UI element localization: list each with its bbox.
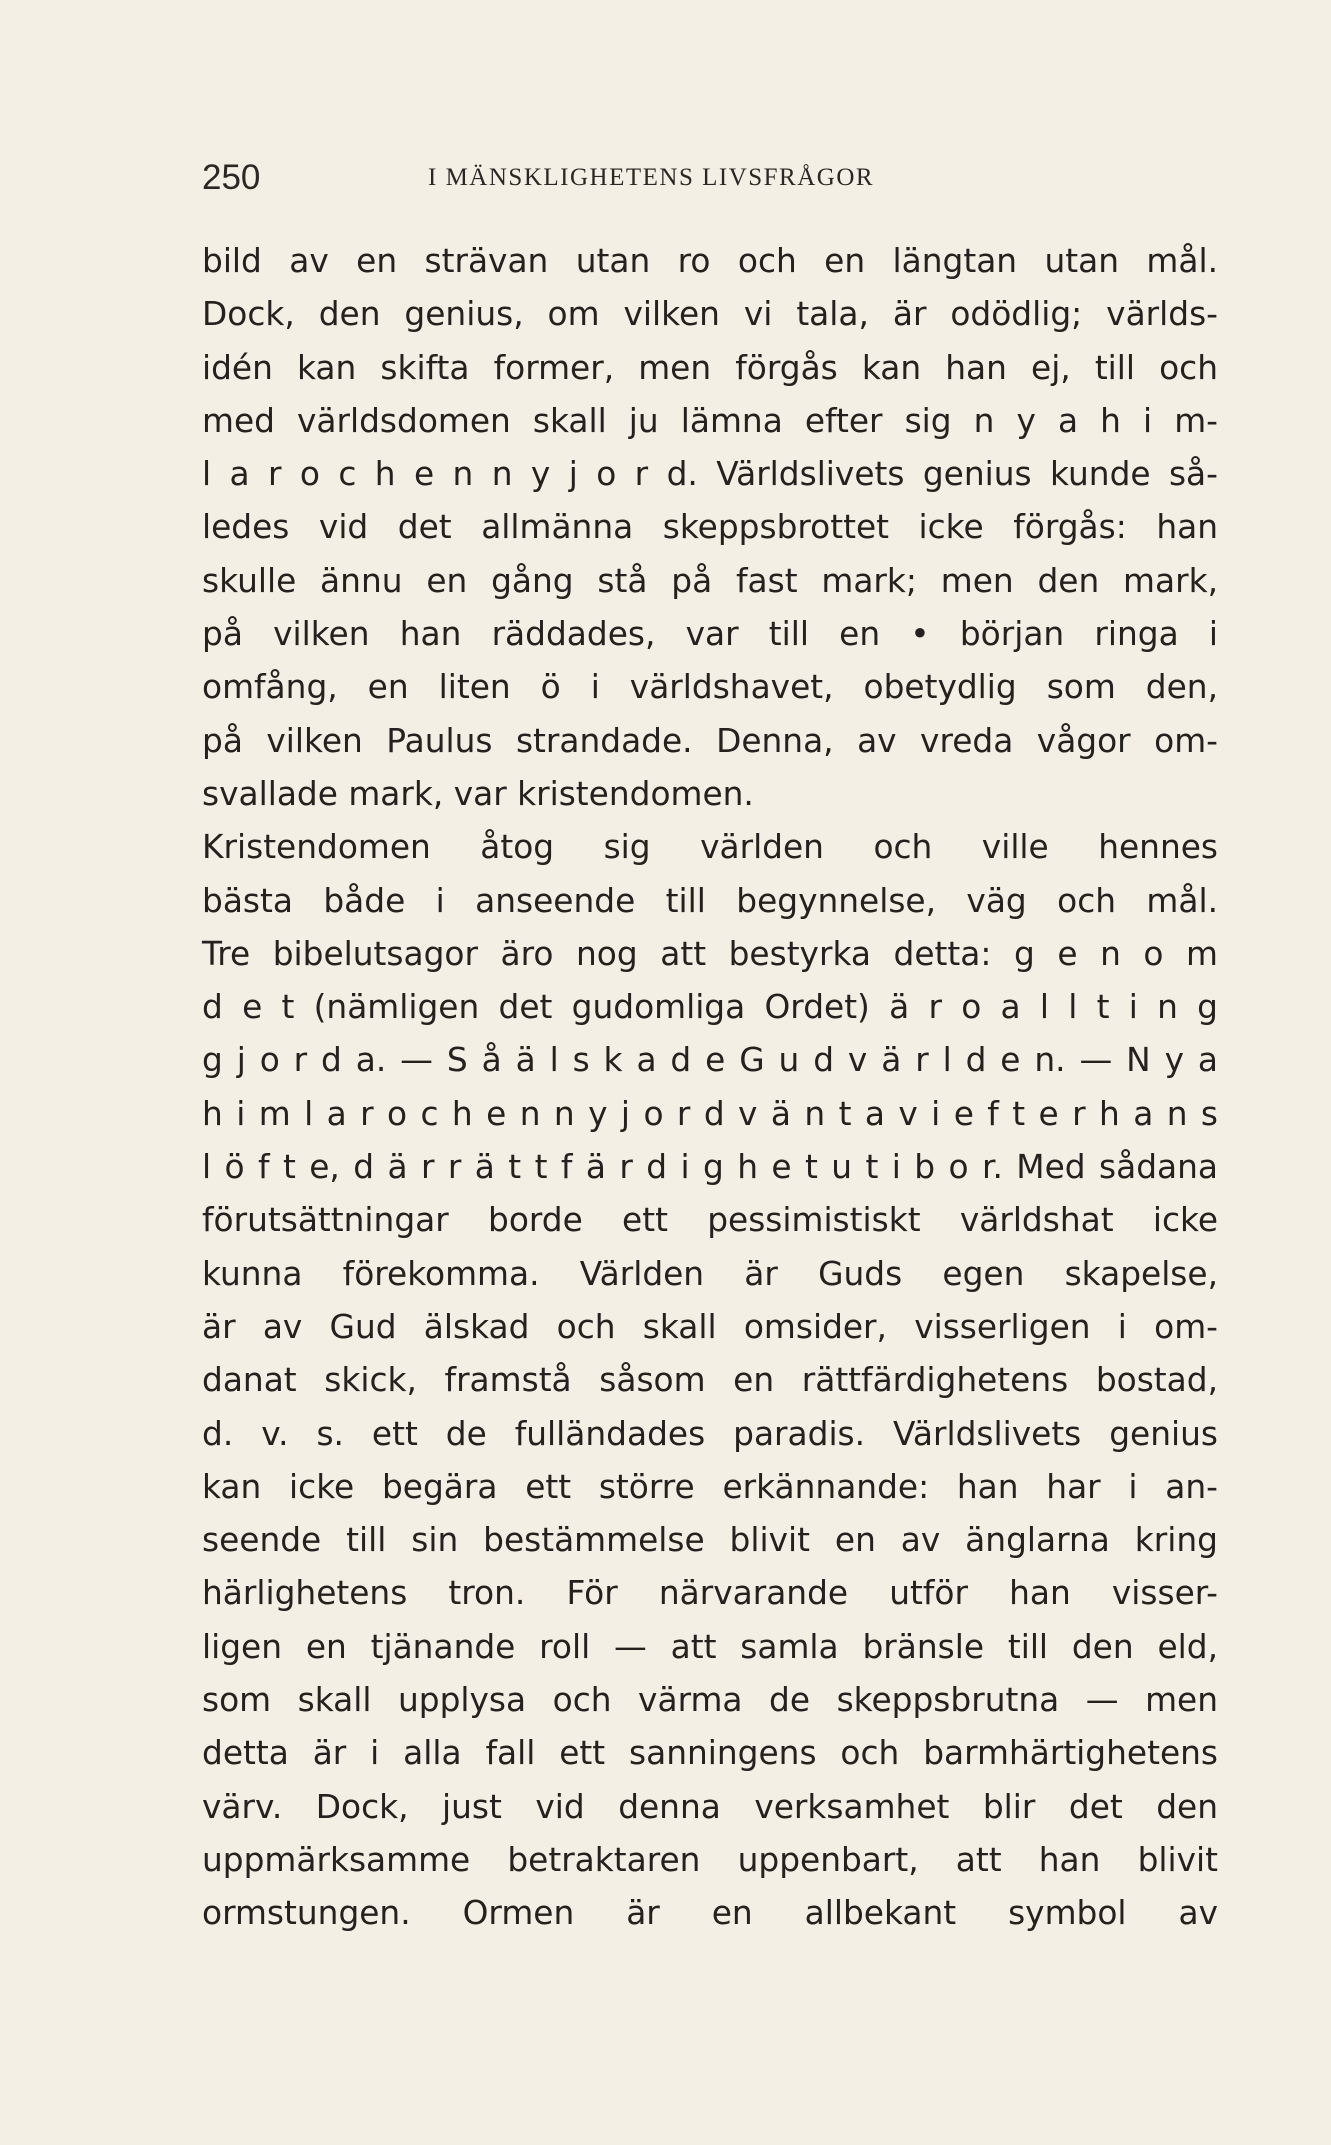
- text-line: l ö f t e, d ä r r ä t t f ä r d i g h e t u t i b o r. Med sådana: [202, 1148, 1218, 1187]
- text-line: förutsättningar borde ett pessimistiskt världshat icke: [202, 1201, 1218, 1240]
- text-line: omfång, en liten ö i världshavet, obetydlig som den,: [202, 668, 1218, 707]
- text-line: danat skick, framstå såsom en rättfärdighetens bostad,: [202, 1361, 1218, 1400]
- text-line: på vilken han räddades, var till en • början ringa i: [202, 615, 1218, 654]
- text-line: h i m l a r o c h e n n y j o r d v ä n t a v i e f t e r h a n s: [202, 1094, 1218, 1133]
- text-line: Kristendomen åtog sig världen och ville hennes: [202, 828, 1218, 867]
- text-line: skulle ännu en gång stå på fast mark; men den mark,: [202, 561, 1218, 600]
- text-line: svallade mark, var kristendomen.: [202, 774, 754, 813]
- text-line: Dock, den genius, om vilken vi tala, är odödlig; världs-: [202, 295, 1218, 334]
- text-line: uppmärksamme betraktaren uppenbart, att han blivit: [202, 1840, 1218, 1879]
- text-line: bästa både i anseende till begynnelse, väg och mål.: [202, 881, 1218, 920]
- text-line: d. v. s. ett de fulländades paradis. Världslivets genius: [202, 1414, 1218, 1453]
- text-line: värv. Dock, just vid denna verksamhet blir det den: [202, 1787, 1218, 1826]
- text-line: ormstungen. Ormen är en allbekant symbol av: [202, 1894, 1218, 1933]
- text-line: ledes vid det allmänna skeppsbrottet icke förgås: han: [202, 508, 1218, 547]
- text-line: kunna förekomma. Världen är Guds egen skapelse,: [202, 1254, 1218, 1293]
- text-line: l a r o c h e n n y j o r d. Världslivets genius kunde så-: [202, 455, 1218, 494]
- text-line: seende till sin bestämmelse blivit en av änglarna kring: [202, 1521, 1218, 1560]
- text-line: med världsdomen skall ju lämna efter sig n y a h i m-: [202, 401, 1218, 440]
- body-text: [202, 235, 1218, 1941]
- page-number: 250: [202, 158, 261, 197]
- text-line: på vilken Paulus strandade. Denna, av vreda vågor om-: [202, 721, 1218, 760]
- text-line: d e t (nämligen det gudomliga Ordet) ä r o a l l t i n g: [202, 988, 1218, 1027]
- text-line: kan icke begära ett större erkännande: han har i an-: [202, 1467, 1218, 1506]
- text-line: Tre bibelutsagor äro nog att bestyrka detta: g e n o m: [202, 934, 1218, 973]
- text-line: detta är i alla fall ett sanningens och barmhärtighetens: [202, 1734, 1218, 1773]
- text-line: idén kan skifta former, men förgås kan han ej, till och: [202, 348, 1218, 387]
- page-header: [202, 158, 1212, 198]
- text-line: är av Gud älskad och skall omsider, visserligen i om-: [202, 1307, 1218, 1346]
- text-line: ligen en tjänande roll — att samla bränsle till den eld,: [202, 1627, 1218, 1666]
- text-line: som skall upplysa och värma de skeppsbrutna — men: [202, 1681, 1218, 1720]
- text-line: härlighetens tron. För närvarande utför han visser-: [202, 1574, 1218, 1613]
- running-head: I MÄNSKLIGHETENS LIVSFRÅGOR: [428, 164, 875, 191]
- text-line: bild av en strävan utan ro och en längtan utan mål.: [202, 242, 1218, 280]
- text-line: g j o r d a. — S å ä l s k a d e G u d v ä r l d e n. — N y a: [202, 1041, 1218, 1080]
